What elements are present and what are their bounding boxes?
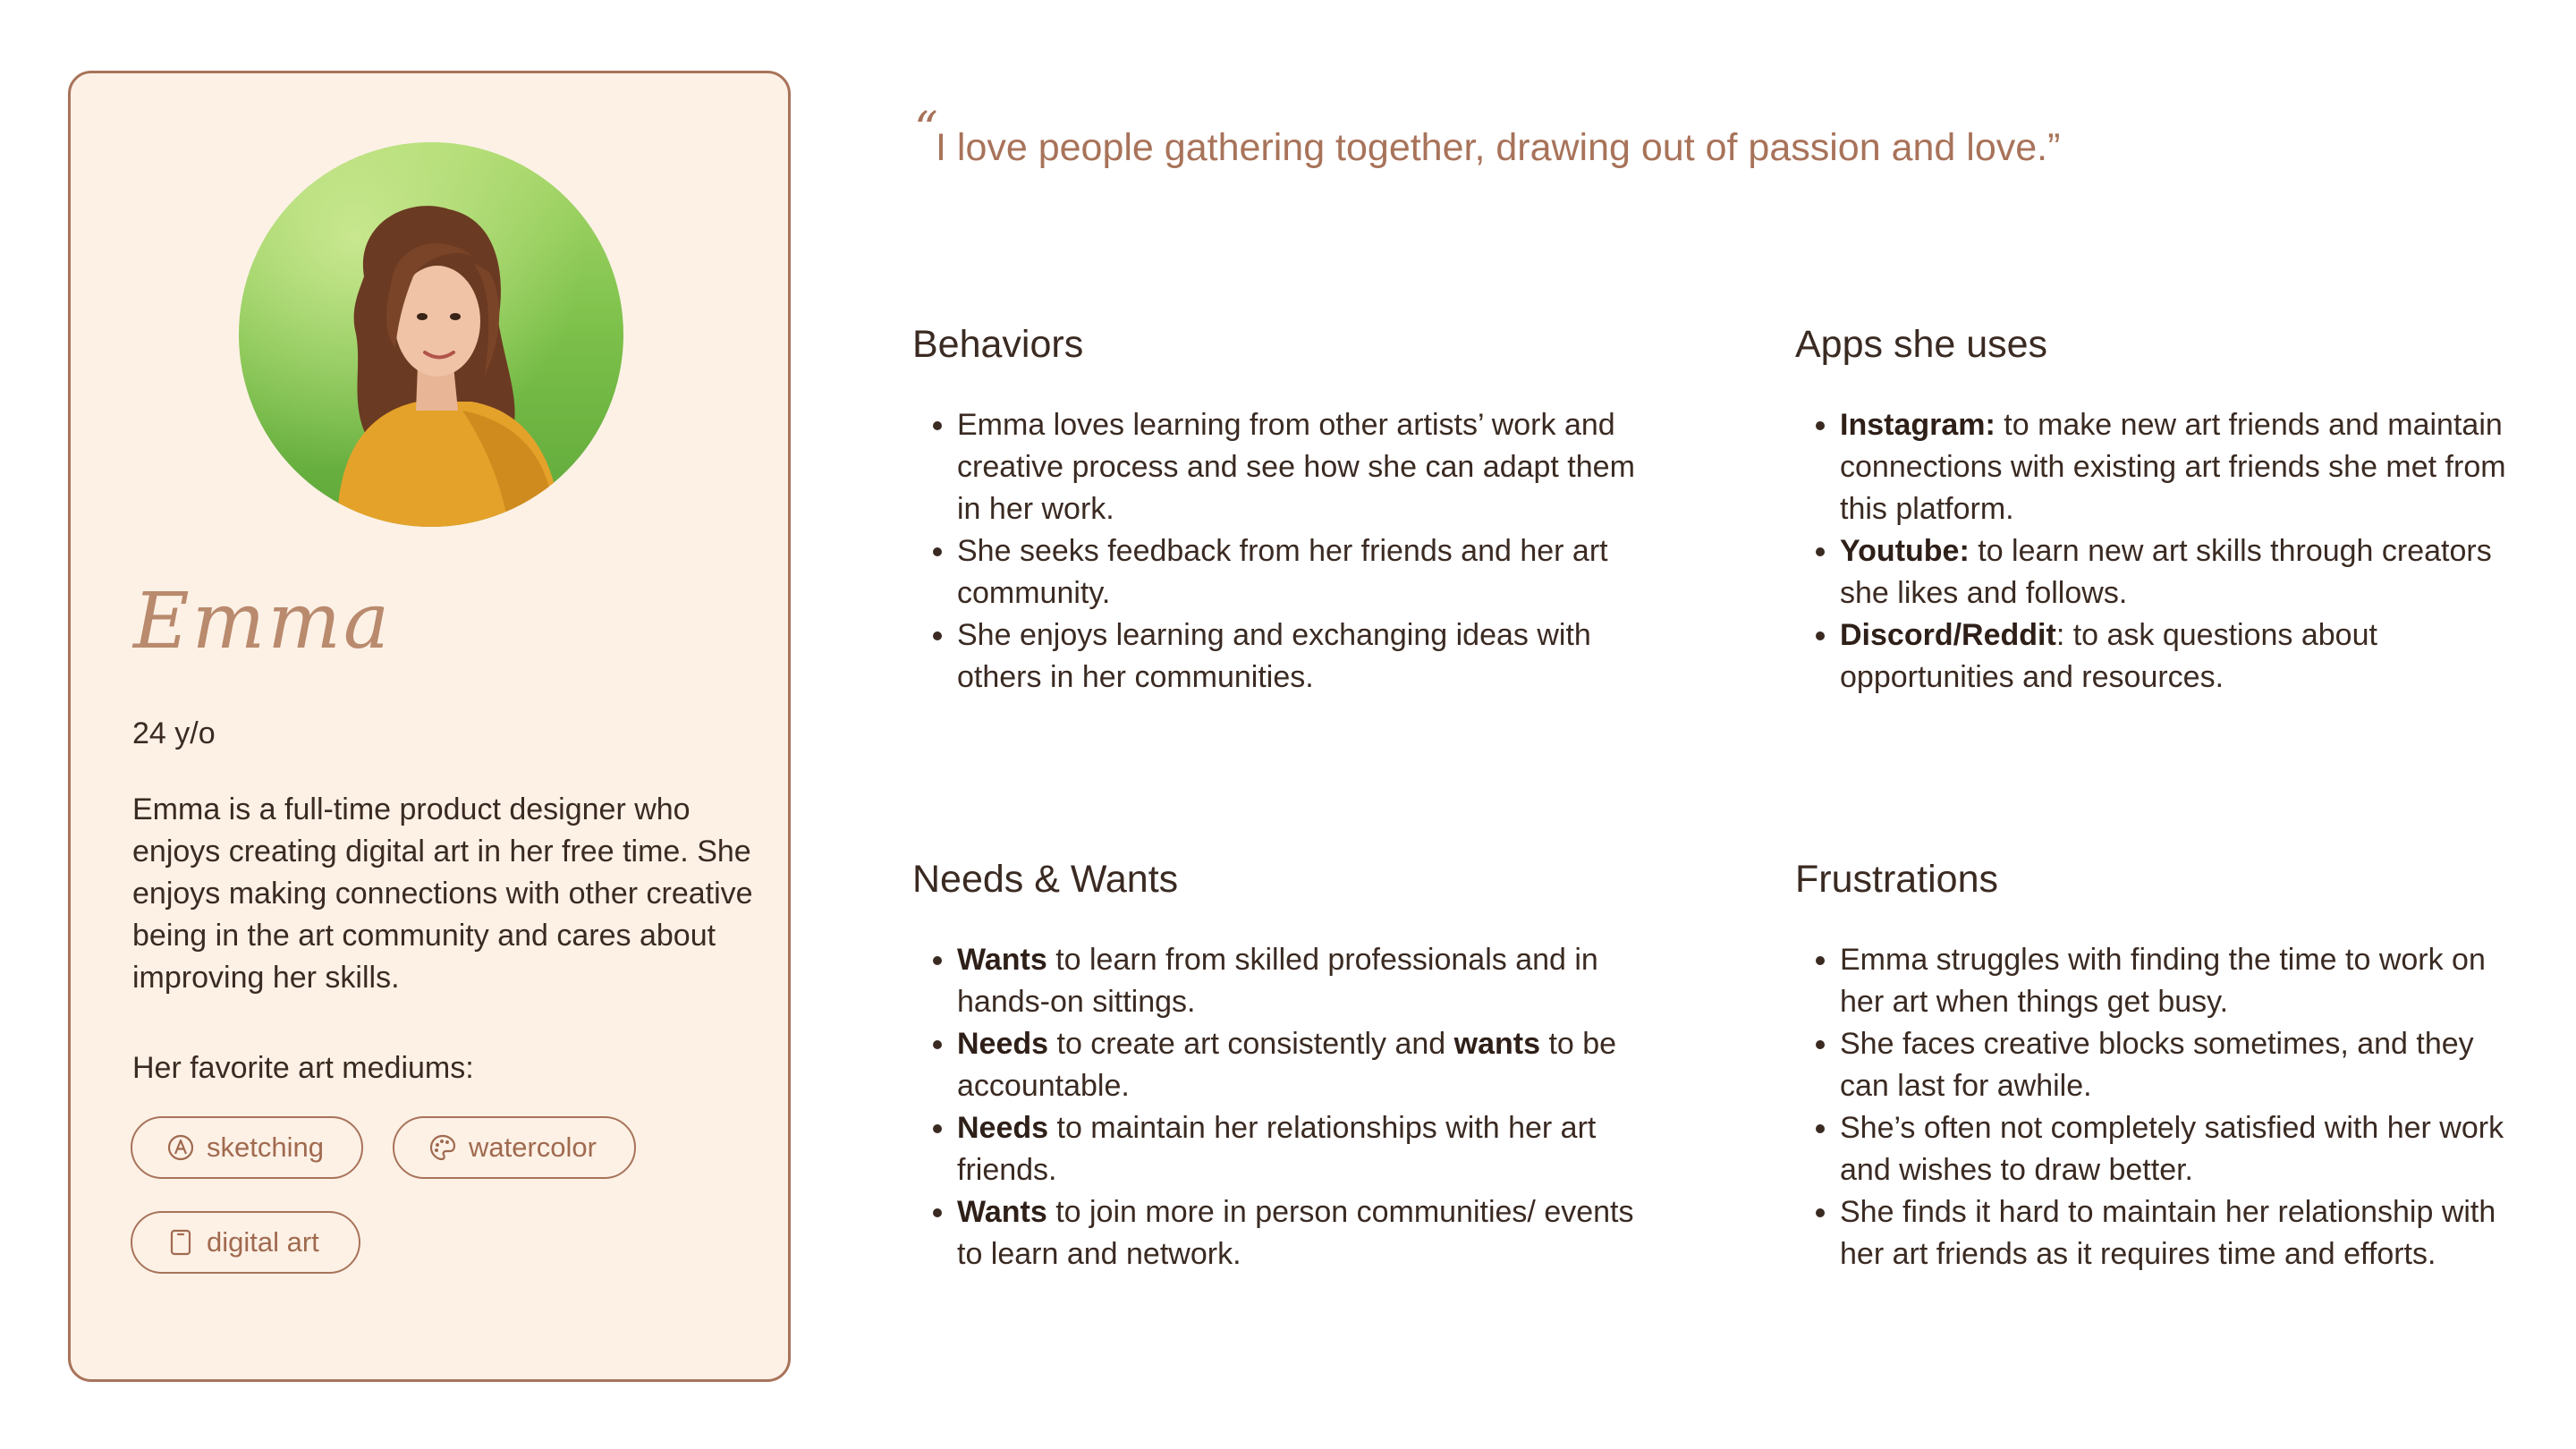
app-description: to make new art friends and maintain connections with existing art friends she met from this platform. (1840, 407, 2506, 526)
item-text: to be accountable. (957, 1026, 1617, 1103)
item-text: to learn from skilled professionals and in hands-on sittings. (957, 942, 1598, 1019)
list-item (957, 939, 1646, 1023)
section-title: Needs & Wants (912, 858, 1179, 901)
list-item (957, 1023, 1646, 1107)
app-description: to learn new art skills through creators she likes and follows. (1840, 533, 2492, 610)
item-text: to join more in person communities/ events to learn and network. (957, 1194, 1634, 1271)
app-description: : to ask questions about opportunities and resources. (1840, 617, 2377, 694)
palette-icon (428, 1132, 458, 1163)
persona-bio (132, 789, 776, 999)
list-item (1840, 614, 2529, 699)
keyword: Needs (957, 1026, 1049, 1061)
item-text: to create art consistently and (1048, 1026, 1454, 1061)
pencil-circle-icon (165, 1132, 196, 1163)
list-item: • She’s often not completely satisfied with her work and wishes to draw better. (1840, 1107, 2529, 1191)
list-item: • She faces creative blocks sometimes, and they can last for awhile. (1840, 1023, 2529, 1107)
app-name: Discord/Reddit (1840, 617, 2056, 652)
list-item: • She finds it hard to maintain her relationship with her art friends as it requires time and efforts. (1840, 1191, 2529, 1275)
apps-section (1795, 322, 2529, 699)
chip-digital-art[interactable] (131, 1211, 360, 1274)
item-text: to maintain her relationships with her art friends. (957, 1110, 1597, 1187)
section-title: Behaviors (912, 323, 1084, 366)
section-title: Frustrations (1795, 858, 1999, 901)
chip-sketching[interactable] (131, 1116, 363, 1179)
chip-label: watercolor (469, 1131, 597, 1163)
needs-wants-section (912, 857, 1646, 1275)
keyword: Wants (957, 1194, 1047, 1229)
apps-list (1795, 404, 2529, 699)
list-item (957, 1191, 1646, 1275)
list-item (1840, 530, 2529, 614)
persona-name: Emma (133, 577, 393, 666)
chip-label: sketching (207, 1131, 324, 1163)
persona-bio-text: Emma is a full-time product designer who enjoys creating digital art in her free time. She enjoys making connections with other creative being in the art community and cares about improving her skills. (132, 792, 753, 995)
frustrations-section (1795, 857, 2529, 1275)
list-item (957, 1107, 1646, 1191)
chip-label: digital art (207, 1226, 319, 1258)
persona-age: 24 y/o (132, 716, 216, 750)
quote-mark: “ (914, 103, 938, 157)
app-name: Instagram: (1840, 407, 1996, 442)
keyword: wants (1453, 1026, 1540, 1061)
quote-text: I love people gathering together, drawing out of passion and love.” (936, 126, 2061, 169)
persona-quote (914, 103, 2061, 172)
behaviors-list (912, 404, 1646, 699)
frustrations-list (1795, 939, 2529, 1275)
app-name: Youtube: (1840, 533, 1970, 568)
list-item: • Emma loves learning from other artists’ work and creative process and see how she can adapt them in her work. (957, 404, 1646, 530)
section-title: Apps she uses (1795, 323, 2048, 366)
avatar-photo (239, 142, 623, 527)
list-item (1840, 404, 2529, 530)
keyword: Wants (957, 942, 1047, 977)
avatar (239, 142, 623, 527)
keyword: Needs (957, 1110, 1049, 1145)
list-item: • Emma struggles with finding the time to work on her art when things get busy. (1840, 939, 2529, 1023)
list-item: • She seeks feedback from her friends and her art community. (957, 530, 1646, 614)
favorite-mediums-label: Her favorite art mediums: (132, 1051, 474, 1085)
persona-card (68, 71, 791, 1382)
behaviors-section (912, 322, 1646, 699)
list-item: • She enjoys learning and exchanging ideas with others in her communities. (957, 614, 1646, 699)
tablet-icon (165, 1227, 196, 1258)
needs-list (912, 939, 1646, 1275)
chip-watercolor[interactable] (393, 1116, 636, 1179)
